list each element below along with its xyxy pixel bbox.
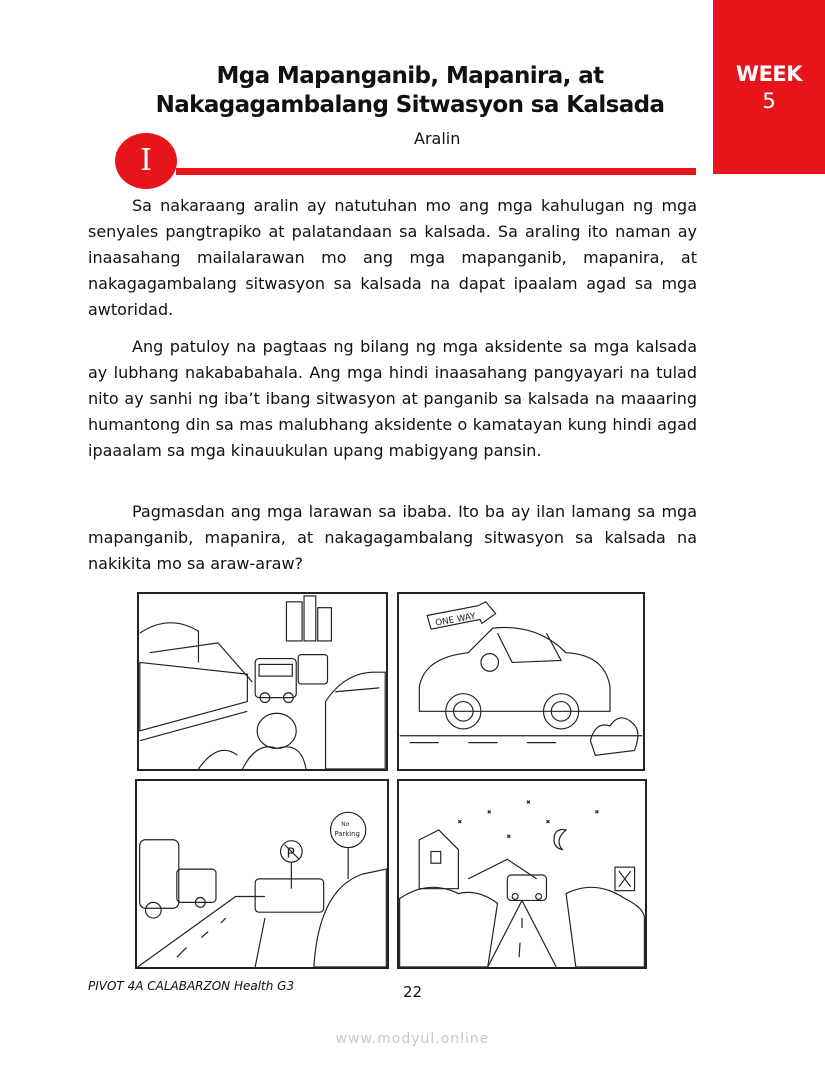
one-way-sign-text: ONE WAY <box>434 611 477 629</box>
paragraph-3: Pagmasdan ang mga larawan sa ibaba. Ito ba ay ilan lamang sa mga mapanganib, mapanira, at nakagagambalang sitwasyon sa kalsada na nakikita mo sa araw-araw? <box>88 502 697 573</box>
illustration-night-road <box>397 779 647 969</box>
no-parking-sign-line1: No <box>341 822 350 829</box>
no-parking-symbol: P <box>286 845 295 862</box>
title-line-2: Nakagagambalang Sitwasyon sa Kalsada <box>155 92 665 118</box>
footer-source: PIVOT 4A CALABARZON Health G3 <box>88 979 295 993</box>
section-badge: I <box>115 133 177 189</box>
no-parking-sign-line2: Parking <box>334 829 360 838</box>
paragraph-1: Sa nakaraang aralin ay natutuhan mo ang mga kahulugan ng mga senyales pangtrapiko at palatandaan sa kalsada. Sa araling ito naman ay inaasahang mailalarawan mo ang mga mapanganib, mapanira, at nakagagambalang sitwasyon sa kalsada na dapat ipaalam agad sa mga awtoridad. <box>88 196 697 319</box>
illustration-one-way <box>397 592 645 771</box>
illustration-traffic-jam <box>137 592 388 771</box>
title-line-1: Mga Mapanganib, Mapanira, at <box>216 63 604 89</box>
illustration-no-parking <box>135 779 389 969</box>
page-number: 22 <box>403 983 423 1001</box>
week-label: WEEK <box>735 62 803 86</box>
page-title <box>120 62 700 120</box>
week-number: 5 <box>762 89 776 113</box>
watermark: www.modyul.online <box>335 1031 490 1047</box>
week-tab <box>713 0 825 174</box>
lesson-subtitle: Aralin <box>414 129 461 148</box>
header-rule <box>176 168 696 175</box>
paragraph-2: Ang patuloy na pagtaas ng bilang ng mga aksidente sa mga kalsada ay lubhang nakababahala. Ang mga hindi inaasahang pangyayari na tulad nito ay sanhi ng iba’t ibang sitwasyon at panganib sa kalsada na maaaring humantong din sa mas malubhang aksidente o kamatayan kung hindi agad ipaaalam sa mga kinauukulan upang mabigyang pansin. <box>88 337 697 460</box>
